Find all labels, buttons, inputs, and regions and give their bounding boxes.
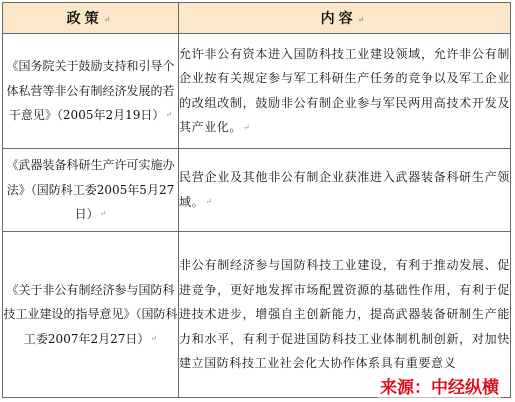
table-header-row [3, 3, 511, 34]
content-cell: 非公有制经济参与国防科技工业建设，有利于推动发展、促进竞争，更好地发挥市场配置资源的基础性作用，有利于促进技术进步，增强自主创新能力，提高武器装备研制生产能力和水平，有利于促进国防科技工业体制机制创新，对加快建立国防科技工业社会化大协作体系具有重要意义 [179, 232, 511, 398]
source-watermark: 来源：中经纵横 [378, 373, 501, 398]
header-content: 内容↵ [179, 3, 511, 34]
header-policy: 政策↵ [3, 3, 179, 34]
policy-cell: 《武器装备科研生产许可实施办法》（国防科工委2005年5月27日）↵ [3, 149, 179, 232]
content-cell: 允许非公有资本进入国防科技工业建设领域，允许非公有制企业按有关规定参与军工科研生产任务的竞争以及军工企业的改组改制，鼓励非公有制企业参与军民两用高技术开发及其产业化。↵ [179, 34, 511, 149]
policy-cell: 《国务院关于鼓励支持和引导个体私营等非公有制经济发展的若干意见》（2005年2月19日）↵ [3, 34, 179, 149]
content-cell: 民营企业及其他非公有制企业获准进入武器装备科研生产领域。↵ [179, 149, 511, 232]
policy-cell: 《关于非公有制经济参与国防科技工业建设的指导意见》（国防科工委2007年2月27日）↵ [3, 232, 179, 398]
table-row [3, 149, 511, 232]
policy-table [2, 2, 511, 398]
table-row [3, 34, 511, 149]
